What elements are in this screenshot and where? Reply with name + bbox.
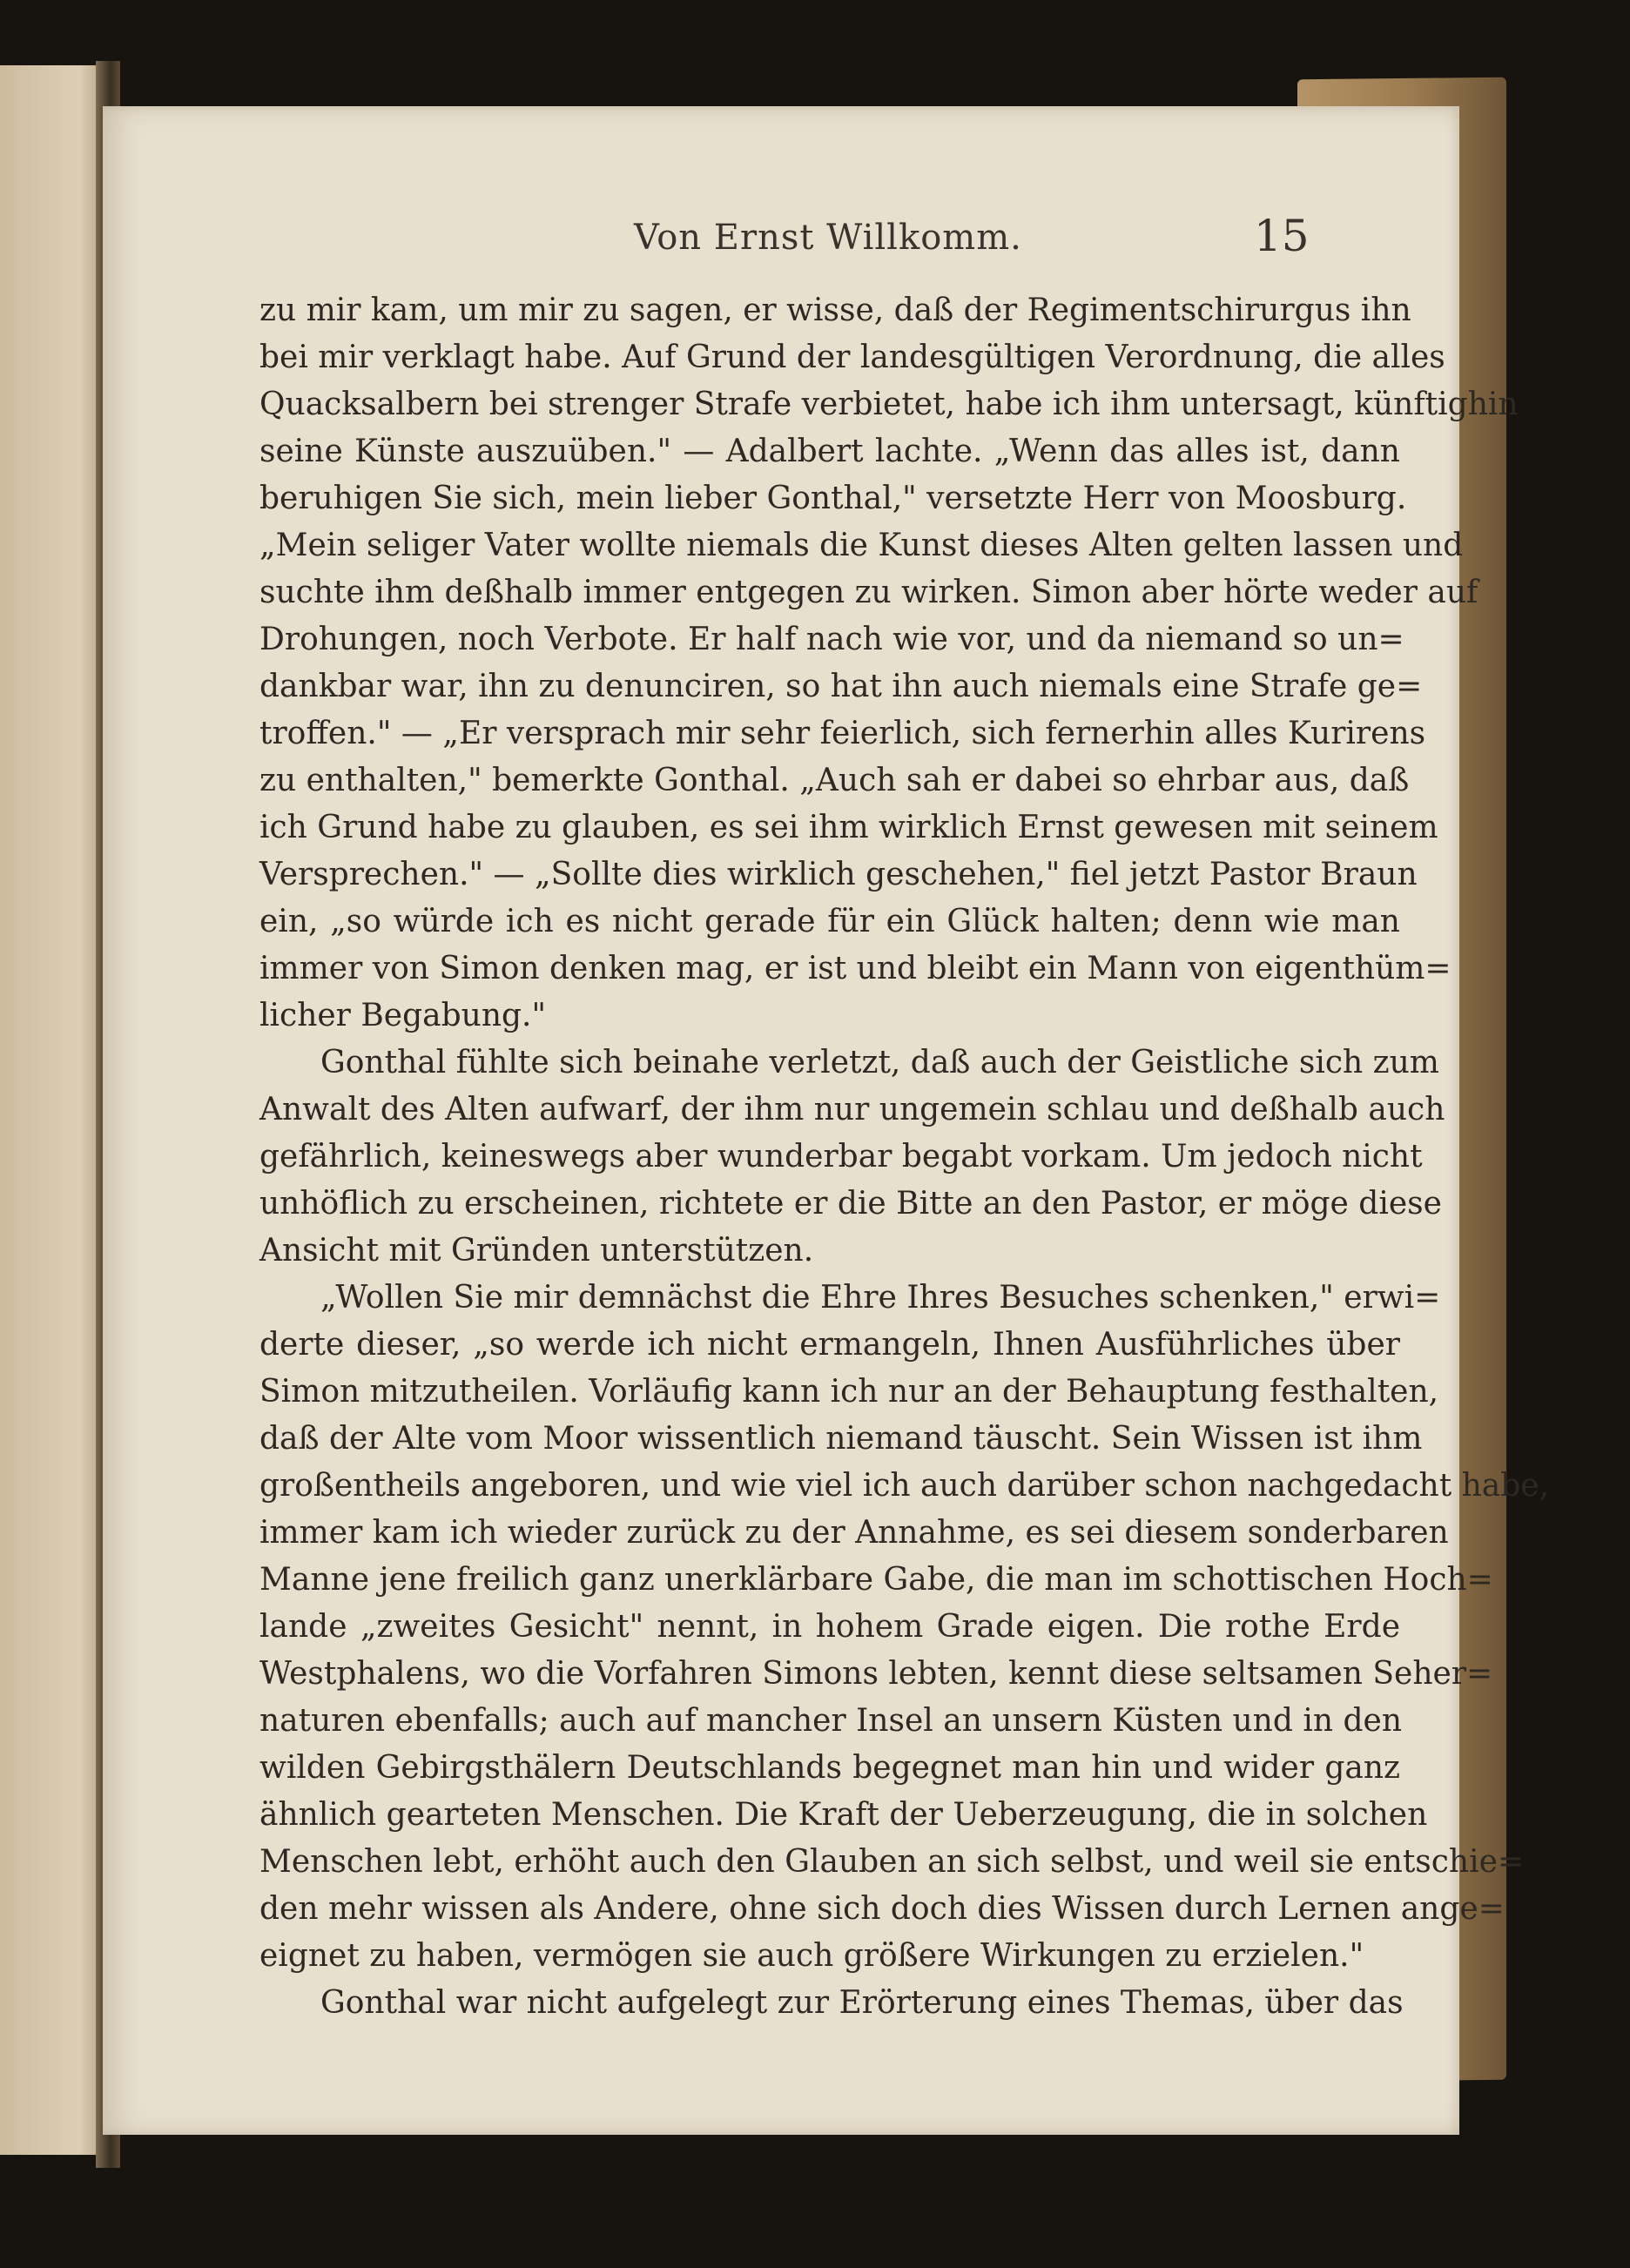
text-line: lande „zweites Gesicht" nennt, in hohem Grade eigen. Die rothe Erde xyxy=(259,1609,1400,1645)
text-line: Versprechen." — „Sollte dies wirklich geschehen," fiel jetzt Pastor Braun xyxy=(259,857,1418,892)
running-title: Von Ernst Willkomm. xyxy=(634,218,1022,258)
page-header xyxy=(103,209,1459,270)
text-line: derte dieser, „so werde ich nicht ermangeln, Ihnen Ausführliches über xyxy=(259,1327,1400,1363)
text-line: Simon mitzutheilen. Vorläufig kann ich nur an der Behauptung festhalten, xyxy=(259,1374,1439,1410)
text-line: suchte ihm deßhalb immer entgegen zu wirken. Simon aber hörte weder auf xyxy=(259,575,1478,610)
text-line: immer kam ich wieder zurück zu der Annahme, es sei diesem sonderbaren xyxy=(259,1515,1449,1551)
text-line: beruhigen Sie sich, mein lieber Gonthal," versetzte Herr von Moosburg. xyxy=(259,481,1407,516)
text-line: Drohungen, noch Verbote. Er half nach wie vor, und da niemand so un= xyxy=(259,622,1404,657)
text-line: zu mir kam, um mir zu sagen, er wisse, daß der Regimentschirurgus ihn xyxy=(259,293,1411,328)
text-line: unhöflich zu erscheinen, richtete er die Bitte an den Pastor, er möge diese xyxy=(259,1186,1442,1221)
text-line: wilden Gebirgsthälern Deutschlands begegnet man hin und wider ganz xyxy=(259,1750,1400,1786)
text-line: ähnlich gearteten Menschen. Die Kraft der Ueberzeugung, die in solchen xyxy=(259,1797,1428,1833)
text-line: bei mir verklagt habe. Auf Grund der landesgültigen Verordnung, die alles xyxy=(259,340,1445,375)
text-line: Anwalt des Alten aufwarf, der ihm nur ungemein schlau und deßhalb auch xyxy=(259,1092,1445,1127)
paragraph-end-line: Ansicht mit Gründen unterstützen. xyxy=(259,1233,814,1269)
text-line: Manne jene freilich ganz unerklärbare Gabe, die man im schottischen Hoch= xyxy=(259,1562,1493,1598)
paragraph-first-line: Gonthal war nicht aufgelegt zur Erörterung eines Themas, über das xyxy=(320,1985,1404,2021)
text-line: Quacksalbern bei strenger Strafe verbietet, habe ich ihm untersagt, künftighin xyxy=(259,387,1519,422)
text-line: daß der Alte vom Moor wissentlich niemand täuscht. Sein Wissen ist ihm xyxy=(259,1421,1423,1457)
text-line: seine Künste auszuüben." — Adalbert lachte. „Wenn das alles ist, dann xyxy=(259,434,1400,469)
text-line: troffen." — „Er versprach mir sehr feierlich, sich fernerhin alles Kurirens xyxy=(259,716,1426,751)
text-line: gefährlich, keineswegs aber wunderbar begabt vorkam. Um jedoch nicht xyxy=(259,1139,1423,1174)
text-line: Westphalens, wo die Vorfahren Simons lebten, kennt diese seltsamen Seher= xyxy=(259,1656,1493,1692)
text-line: Menschen lebt, erhöht auch den Glauben an sich selbst, und weil sie entschie= xyxy=(259,1844,1525,1880)
text-line: großentheils angeboren, und wie viel ich auch darüber schon nachgedacht habe, xyxy=(259,1468,1550,1504)
text-line: „Mein seliger Vater wollte niemals die Kunst dieses Alten gelten lassen und xyxy=(259,528,1464,563)
text-line: dankbar war, ihn zu denunciren, so hat ihn auch niemals eine Strafe ge= xyxy=(259,669,1423,704)
book-page xyxy=(103,106,1550,2135)
page-number: 15 xyxy=(1254,211,1310,261)
text-line: ich Grund habe zu glauben, es sei ihm wirklich Ernst gewesen mit seinem xyxy=(259,810,1438,845)
text-line: ein, „so würde ich es nicht gerade für ein Glück halten; denn wie man xyxy=(259,904,1400,939)
text-line: immer von Simon denken mag, er ist und bleibt ein Mann von eigenthüm= xyxy=(259,951,1452,986)
paragraph-first-line: „Wollen Sie mir demnächst die Ehre Ihres Besuches schenken," erwi= xyxy=(320,1280,1441,1316)
text-line: naturen ebenfalls; auch auf mancher Insel an unsern Küsten und in den xyxy=(259,1703,1403,1739)
page-body-text xyxy=(259,287,1550,2027)
text-line: zu enthalten," bemerkte Gonthal. „Auch sah er dabei so ehrbar aus, daß xyxy=(259,763,1410,798)
paragraph-first-line: Gonthal fühlte sich beinahe verletzt, daß auch der Geistliche sich zum xyxy=(320,1045,1439,1080)
text-line: den mehr wissen als Andere, ohne sich doch dies Wissen durch Lernen ange= xyxy=(259,1891,1505,1927)
paragraph-end-line: licher Begabung." xyxy=(259,998,547,1033)
paragraph-end-line: eignet zu haben, vermögen sie auch größere Wirkungen zu erzielen." xyxy=(259,1938,1364,1974)
